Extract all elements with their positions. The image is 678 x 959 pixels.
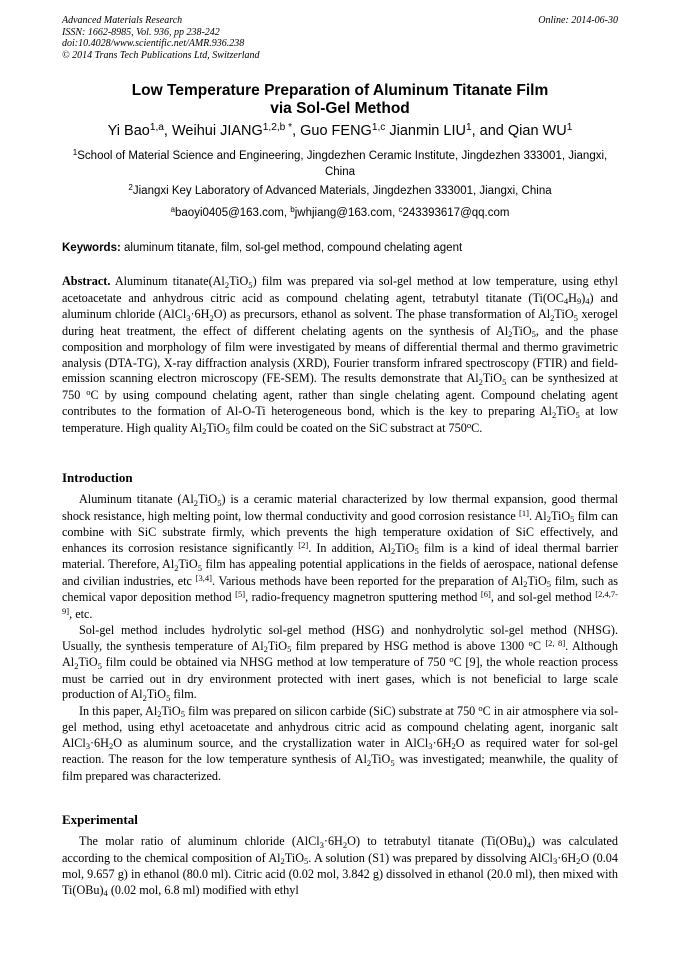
paper-title: [62, 82, 618, 118]
sub: 2: [550, 312, 555, 323]
sub: 5: [304, 856, 309, 867]
text: Aluminum titanate(Al: [114, 274, 225, 288]
email-link: baoyi0405@163.com: [175, 207, 284, 219]
section-heading-introduction: Introduction: [62, 470, 133, 485]
experimental-paragraph-1: [62, 834, 618, 899]
text: film can combine with SiC substrate firmly, which prevents the high temperature oxidation of SiC effectively, and enhances its corrosion resistance significantly: [62, 508, 618, 555]
sub: 2: [451, 741, 456, 752]
text: O (0.04 mol, 9.657 g) in ethanol (80.0 ml). Citric acid (0.02 mol, 3.842 g) dissolved in ethanol (20.0 ml), then mixed with Ti(OBu): [62, 850, 618, 897]
text: xerogel during heat treatment, the effect of different chelating agents on the synthesis of Al: [62, 307, 618, 338]
text: The molar ratio of aluminum chloride (AlCl: [79, 834, 320, 848]
sub: 5: [225, 426, 230, 437]
sub: 5: [531, 329, 536, 340]
title-line-2: via Sol-Gel Method: [270, 100, 410, 117]
citation: [2, 8]: [545, 637, 566, 648]
text: , radio-frequency magnetron sputtering method: [245, 590, 481, 604]
text: TiO: [229, 274, 249, 288]
author-name: Jianmin LIU: [389, 123, 466, 139]
text: Aluminum titanate (Al: [79, 492, 194, 506]
text: ·6H: [557, 850, 577, 865]
title-line-1: Low Temperature Preparation of Aluminum Titanate Film: [131, 82, 549, 99]
sub: 2: [142, 692, 147, 703]
text: O as required water for sol-gel reaction. The reason for the low temperature synthesis of Al: [62, 735, 618, 766]
citation: [3,4]: [195, 572, 212, 583]
sub: 5: [502, 376, 507, 387]
text: TiO: [197, 492, 218, 506]
text: film, such as chemical vapor deposition method: [62, 573, 618, 604]
sub: 2: [263, 644, 268, 655]
sub: 5: [197, 562, 202, 573]
text: C.: [471, 420, 483, 435]
sub: 4: [563, 296, 569, 307]
sub: 2: [546, 514, 551, 525]
text: ·6H: [89, 735, 109, 750]
introduction-body: [62, 492, 618, 784]
sub: 2: [478, 376, 483, 387]
sub: 2: [209, 312, 214, 323]
sub: 5: [575, 409, 580, 420]
text: film has appealing potential applications in the fields of aerospace, national defense and civilian industries, etc: [62, 557, 618, 588]
sub: 2: [174, 562, 179, 573]
experimental-body: [62, 834, 618, 899]
text: . In addition, Al: [308, 540, 392, 555]
text: TiO: [78, 655, 98, 669]
text: C by using compound chelating agent, rather than single chelating agent. Compound chelating agent contributes to the formation of Al-O-Ti heterogeneous bond, which is the key to preparing Al: [62, 387, 618, 418]
keywords-label: Keywords:: [62, 242, 121, 254]
citation: [5]: [235, 589, 246, 600]
affiliation-text: Jiangxi Key Laboratory of Advanced Materials, Jingdezhen 333001, Jiangxi, China: [132, 185, 552, 197]
author-list: Yi Bao$^{1,a}$, Weihui $JIANG^{1,2,b *}$, Guo FENG$^{1,c}$ Jianmin LIU$^1$, and Qian $WU^1$: [107, 122, 573, 139]
author-name: Yi Bao: [107, 123, 150, 139]
citation: [6]: [480, 589, 491, 600]
sup: o: [478, 702, 483, 713]
sub: 2: [551, 409, 557, 420]
sub: 4: [585, 296, 590, 307]
citation: [2,4,7-9]: [62, 589, 618, 616]
text: . Al: [528, 508, 547, 523]
author-sup: 1: [566, 122, 573, 134]
sub: 4: [526, 839, 532, 850]
sub: 2: [576, 856, 581, 867]
sup: o: [86, 386, 91, 397]
sub: 3: [85, 741, 90, 752]
author-sup: 1: [465, 122, 472, 134]
sub: 2: [74, 660, 79, 671]
affiliation-sup: 1: [72, 148, 78, 158]
sub: 2: [280, 856, 285, 867]
text: ·6H: [190, 307, 210, 321]
author-name: Weihui JIANG: [171, 123, 263, 139]
email-sup: b: [290, 205, 295, 215]
keywords-text: aluminum titanate, film, sol-gel method, compound chelating agent: [124, 242, 463, 254]
issn-line: ISSN: 1662-8985, Vol. 936, pp 238-242: [62, 26, 220, 38]
citation: [1]: [519, 507, 529, 518]
sub: 3: [186, 312, 191, 323]
sub: 5: [573, 312, 578, 323]
text: (0.02 mol, 6.8 ml) modified with ethyl: [107, 882, 299, 897]
text: O) to tetrabutyl titanate (Ti(OBu): [347, 834, 527, 848]
text: TiO: [554, 307, 574, 321]
text: TiO: [161, 703, 181, 718]
copyright-line: © 2014 Trans Tech Publications Ltd, Switzerland: [62, 49, 260, 61]
text: TiO: [482, 371, 503, 385]
sub: 2: [202, 426, 207, 437]
text: . Although Al: [62, 638, 618, 669]
online-date: Online: 2014-06-30: [538, 15, 618, 26]
abstract-paragraph: [62, 274, 618, 437]
sup: o: [528, 637, 533, 648]
text: at low temperature. High quality Al: [62, 404, 618, 435]
author-name: Guo FENG: [300, 123, 372, 139]
text: C [9], the whole reaction process must be carried out in dry environment protected with inert gases, which is not beneficial to large scale production of Al: [62, 655, 618, 701]
text: C in air atmosphere via sol-gel method, using ethyl acetoacetate and anhydrous citric acid as compound chelating agent, inorganic salt AlCl: [62, 703, 618, 750]
text: can be synthesized at 750: [62, 371, 619, 402]
text: , and the phase composition and morphology of film were investigated by means of differential thermal and thermo gravimetric analysis (DTA-TG), X-ray diffraction analysis (XRD), Fourier transform infrared spectroscopy (FTIR) and field-emission scanning electron microscopy (FE-SEM). The results demonstrate that Al: [62, 323, 618, 385]
sub: 5: [546, 579, 552, 590]
sub: 5: [248, 279, 253, 290]
sub: 2: [366, 757, 372, 768]
email-line: $^a$baoyi0405@163.com, $^b$jwhjiang@163.com, $^c$243393617@qq.com: [170, 205, 510, 219]
text: ) was calculated according to the chemical composition of Al: [62, 834, 618, 865]
text: TiO: [146, 687, 167, 701]
doi-line: doi:10.4028/www.scientific.net/AMR.936.238: [62, 38, 245, 49]
text: ): [581, 290, 586, 305]
sub: 2: [391, 546, 396, 557]
email-sup: c: [398, 205, 403, 215]
sub: 2: [508, 329, 513, 340]
abstract: [62, 274, 618, 437]
email-link: 243393617@qq.com: [402, 207, 510, 219]
intro-paragraph-2: [62, 623, 618, 704]
text: ·6H: [323, 834, 343, 848]
sub: 5: [180, 709, 185, 720]
sub: 4: [103, 888, 108, 899]
text: O) as precursors, ethanol as solvent. The phase transformation of Al: [213, 307, 551, 321]
keywords: [62, 241, 618, 255]
sub: 2: [157, 709, 162, 720]
text: TiO: [556, 404, 576, 418]
text: film is a kind of ideal thermal barrier material. Therefore, Al: [62, 540, 619, 571]
email-sup: a: [170, 205, 176, 215]
abstract-label: Abstract.: [62, 274, 111, 288]
affiliation-1: [62, 149, 618, 180]
sub: 5: [166, 692, 171, 703]
sub: 5: [287, 644, 292, 655]
text: TiO: [512, 323, 532, 338]
citation: [2]: [298, 539, 309, 550]
text: ) and aluminum chloride (AlCl: [62, 290, 618, 321]
journal-header: [62, 15, 618, 61]
email-link: jwhjiang@163.com: [294, 207, 393, 219]
text: film could be obtained via NHSG method at low temperature of 750: [101, 655, 450, 669]
sub: 2: [108, 741, 114, 752]
sub: 5: [414, 546, 419, 557]
text: H: [568, 290, 577, 305]
text: TiO: [550, 508, 571, 523]
text: TiO: [284, 850, 305, 865]
text: C: [532, 638, 546, 653]
sup: o: [466, 419, 472, 430]
author-sup: 1,2,b *: [262, 122, 293, 134]
sub: 3: [319, 839, 324, 850]
affiliation-sup: 2: [128, 183, 133, 193]
affiliation-2: [62, 184, 618, 200]
sub: 5: [570, 514, 575, 525]
text: , etc.: [69, 606, 93, 621]
text: ·6H: [432, 735, 452, 750]
sub: 3: [552, 856, 558, 867]
author-name: Qian WU: [507, 123, 567, 139]
author-sup: 1,c: [371, 122, 386, 134]
sub: 5: [97, 660, 102, 671]
sub: 5: [217, 497, 222, 508]
sup: o: [449, 654, 454, 665]
sub: 2: [224, 279, 230, 290]
affiliation-text: School of Material Science and Engineering, Jingdezhen Ceramic Institute, Jingdezhen 333001, Jiangxi, China: [77, 150, 608, 178]
text: film.: [170, 687, 197, 701]
section-heading-experimental: Experimental: [62, 812, 138, 827]
text: TiO: [527, 573, 547, 588]
text: TiO: [395, 540, 415, 555]
intro-paragraph-3: [62, 704, 618, 785]
sub: 5: [390, 757, 395, 768]
sub: 3: [428, 741, 433, 752]
text: ) is a ceramic material characterized by low thermal expansion, good thermal shock resistance, high melting point, low thermal conductivity and good corrosion resistance: [62, 492, 618, 523]
text: . Various methods have been reported for the preparation of Al: [211, 573, 524, 588]
text: O as aluminum source, and the crystallization water in AlCl: [113, 735, 429, 750]
journal-name: Advanced Materials Research: [62, 15, 183, 26]
text: TiO: [178, 557, 198, 571]
text: . A solution (S1) was prepared by dissolving AlCl: [308, 850, 553, 865]
text: TiO: [206, 420, 226, 435]
text: , and sol-gel method: [490, 590, 596, 604]
intro-paragraph-1: [62, 492, 618, 623]
author-sup: 1,a: [149, 122, 164, 134]
sub: 2: [193, 497, 198, 508]
sub: 9: [576, 296, 582, 307]
text: ) film was prepared via sol-gel method at low temperature, using ethyl acetoacetate and anhydrous citric acid as compound chelating agent, tetrabutyl titanate (Ti(OC: [62, 274, 618, 305]
text: film could be coated on the SiC substract at 750: [229, 420, 467, 435]
text: TiO: [267, 638, 288, 653]
text: film prepared by HSG method is above 1300: [291, 638, 529, 653]
text: Sol-gel method includes hydrolytic sol-gel method (HSG) and nonhydrolytic sol-gel method (NHSG). Usually, the synthesis temperature of Al: [62, 623, 618, 653]
sub: 2: [342, 839, 348, 850]
text: was investigated; meanwhile, the quality of film prepared was characterized.: [62, 752, 618, 783]
text: TiO: [371, 752, 391, 766]
text: In this paper, Al: [79, 703, 158, 718]
text: film was prepared on silicon carbide (SiC) substrate at 750: [184, 703, 479, 718]
sub: 2: [523, 579, 528, 590]
